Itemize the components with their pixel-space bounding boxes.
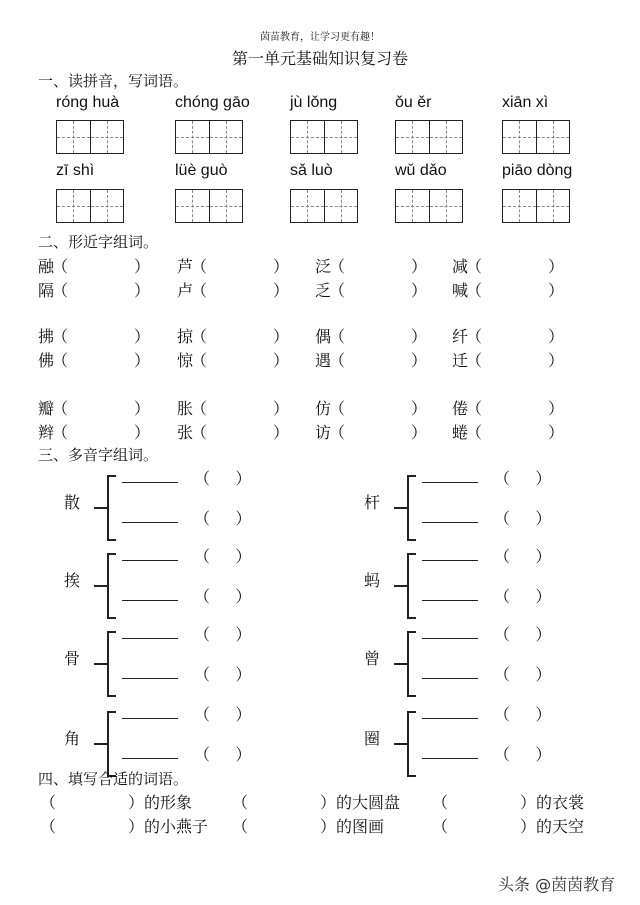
pinyin-paren[interactable]: （ ） [494,509,552,528]
close-paren: ） [411,281,428,300]
similar-char: 偶 [315,327,332,346]
pinyin-paren[interactable]: （ ） [194,705,252,724]
close-paren: ） [548,399,565,418]
close-paren: ） [134,351,151,370]
write-cell[interactable] [396,190,429,222]
open-paren: （ [191,281,208,300]
pinyin-label: lüè guò [175,162,228,179]
open-paren: （ [191,423,208,442]
similar-char: 泛 [315,257,332,276]
write-box[interactable] [56,189,124,223]
open-paren: （ [432,817,449,836]
open-paren: （ [40,793,57,812]
brace-icon [390,708,418,780]
write-box[interactable] [290,120,358,154]
similar-char: 卢 [177,281,194,300]
watermark: 头条 @茵茵教育 [498,875,616,894]
write-cell[interactable] [503,190,536,222]
write-box[interactable] [502,120,570,154]
polyphone-char: 杆 [364,493,381,512]
polyphone-char: 曾 [364,649,381,668]
similar-char: 芦 [177,257,194,276]
fill-phrase: ）的小燕子 [128,817,209,836]
open-paren: （ [52,281,69,300]
similar-char: 仿 [315,399,332,418]
pinyin-label: xiān xì [502,94,549,111]
polyphone-char: 蚂 [364,571,381,590]
open-paren: （ [52,351,69,370]
open-paren: （ [466,257,483,276]
brace-icon [90,628,118,700]
brace-icon [390,472,418,544]
similar-char: 减 [452,257,469,276]
answer-line[interactable] [122,560,178,561]
write-cell[interactable] [503,121,536,153]
pinyin-label: róng huà [56,94,120,111]
answer-line[interactable] [422,758,478,759]
write-cell[interactable] [90,121,124,153]
open-paren: （ [40,817,57,836]
write-cell[interactable] [536,190,570,222]
close-paren: ） [411,257,428,276]
answer-line[interactable] [122,482,178,483]
open-paren: （ [52,327,69,346]
write-box[interactable] [502,189,570,223]
open-paren: （ [191,257,208,276]
write-cell[interactable] [90,190,124,222]
close-paren: ） [548,281,565,300]
similar-char: 佛 [38,351,55,370]
similar-char: 访 [315,423,332,442]
write-box[interactable] [395,189,463,223]
close-paren: ） [134,423,151,442]
answer-line[interactable] [422,678,478,679]
write-cell[interactable] [209,121,243,153]
polyphone-char: 挨 [64,571,81,590]
polyphone-char: 圈 [364,729,381,748]
similar-char: 纤 [452,327,469,346]
write-box[interactable] [175,189,243,223]
answer-line[interactable] [122,638,178,639]
pinyin-paren[interactable]: （ ） [194,547,252,566]
close-paren: ） [411,399,428,418]
page-header-note: 茵苗教育，让学习更有趣！ [260,32,380,43]
write-cell[interactable] [396,121,429,153]
open-paren: （ [329,327,346,346]
answer-line[interactable] [122,758,178,759]
write-cell[interactable] [57,190,90,222]
close-paren: ） [134,281,151,300]
close-paren: ） [411,423,428,442]
write-cell[interactable] [429,190,463,222]
similar-char: 喊 [452,281,469,300]
write-cell[interactable] [324,190,358,222]
write-cell[interactable] [429,121,463,153]
brace-icon [390,628,418,700]
pinyin-paren[interactable]: （ ） [194,469,252,488]
pinyin-label: ǒu ěr [395,94,432,111]
open-paren: （ [191,399,208,418]
similar-char: 遇 [315,351,332,370]
answer-line[interactable] [122,522,178,523]
answer-line[interactable] [422,522,478,523]
brace-icon [90,550,118,622]
open-paren: （ [466,351,483,370]
open-paren: （ [329,423,346,442]
open-paren: （ [191,351,208,370]
fill-phrase: ）的图画 [320,817,385,836]
close-paren: ） [411,327,428,346]
pinyin-label: wǔ dǎo [395,162,447,179]
pinyin-paren[interactable]: （ ） [194,625,252,644]
polyphone-char: 散 [64,493,81,512]
similar-char: 张 [177,423,194,442]
open-paren: （ [466,423,483,442]
pinyin-paren[interactable]: （ ） [194,587,252,606]
close-paren: ） [134,399,151,418]
open-paren: （ [329,399,346,418]
close-paren: ） [548,423,565,442]
similar-char: 拂 [38,327,55,346]
write-cell[interactable] [291,190,324,222]
page-title: 第一单元基础知识复习卷 [231,49,408,68]
pinyin-paren[interactable]: （ ） [494,665,552,684]
write-cell[interactable] [57,121,90,153]
close-paren: ） [273,257,290,276]
write-cell[interactable] [536,121,570,153]
write-box[interactable] [175,120,243,154]
open-paren: （ [232,793,249,812]
write-cell[interactable] [176,121,209,153]
similar-char: 掠 [177,327,194,346]
answer-line[interactable] [422,482,478,483]
pinyin-paren[interactable]: （ ） [494,745,552,764]
pinyin-label: sǎ luò [290,162,333,179]
write-cell[interactable] [176,190,209,222]
close-paren: ） [134,257,151,276]
pinyin-paren[interactable]: （ ） [494,705,552,724]
similar-char: 瓣 [38,399,55,418]
close-paren: ） [548,351,565,370]
open-paren: （ [466,327,483,346]
answer-line[interactable] [422,560,478,561]
polyphone-char: 骨 [64,649,81,668]
section1-heading: 一、读拼音，写词语。 [38,72,189,90]
pinyin-paren[interactable]: （ ） [494,547,552,566]
similar-char: 胀 [177,399,194,418]
open-paren: （ [329,281,346,300]
pinyin-paren[interactable]: （ ） [494,587,552,606]
similar-char: 融 [38,257,55,276]
section4-heading: 四、填写合适的词语。 [38,770,189,788]
open-paren: （ [232,817,249,836]
close-paren: ） [548,257,565,276]
pinyin-paren[interactable]: （ ） [494,625,552,644]
fill-phrase: ）的大圆盘 [320,793,401,812]
close-paren: ） [273,281,290,300]
fill-phrase: ）的形象 [128,793,193,812]
open-paren: （ [52,423,69,442]
write-cell[interactable] [291,121,324,153]
section2-heading: 二、形近字组词。 [38,233,159,251]
close-paren: ） [273,327,290,346]
fill-phrase: ）的衣裳 [520,793,585,812]
answer-line[interactable] [122,678,178,679]
open-paren: （ [466,399,483,418]
close-paren: ） [273,399,290,418]
fill-phrase: ）的天空 [520,817,585,836]
section3-heading: 三、多音字组词。 [38,446,159,464]
open-paren: （ [52,399,69,418]
pinyin-label: chóng gāo [175,94,250,111]
open-paren: （ [329,257,346,276]
pinyin-paren[interactable]: （ ） [194,745,252,764]
open-paren: （ [52,257,69,276]
open-paren: （ [191,327,208,346]
open-paren: （ [466,281,483,300]
write-cell[interactable] [324,121,358,153]
open-paren: （ [329,351,346,370]
similar-char: 倦 [452,399,469,418]
write-box[interactable] [56,120,124,154]
answer-line[interactable] [422,600,478,601]
close-paren: ） [411,351,428,370]
pinyin-label: zī shì [56,162,95,179]
brace-icon [390,550,418,622]
similar-char: 迁 [452,351,469,370]
polyphone-char: 角 [64,729,81,748]
write-box[interactable] [395,120,463,154]
close-paren: ） [134,327,151,346]
pinyin-paren[interactable]: （ ） [194,509,252,528]
similar-char: 乏 [315,281,332,300]
similar-char: 辫 [38,423,55,442]
answer-line[interactable] [422,718,478,719]
write-box[interactable] [290,189,358,223]
pinyin-paren[interactable]: （ ） [194,665,252,684]
similar-char: 蜷 [452,423,469,442]
answer-line[interactable] [122,600,178,601]
pinyin-label: jù lǒng [290,94,338,111]
brace-icon [90,472,118,544]
write-cell[interactable] [209,190,243,222]
pinyin-label: piāo dòng [502,162,573,179]
answer-line[interactable] [122,718,178,719]
close-paren: ） [548,327,565,346]
pinyin-paren[interactable]: （ ） [494,469,552,488]
open-paren: （ [432,793,449,812]
answer-line[interactable] [422,638,478,639]
similar-char: 惊 [177,351,194,370]
close-paren: ） [273,351,290,370]
similar-char: 隔 [38,281,55,300]
close-paren: ） [273,423,290,442]
